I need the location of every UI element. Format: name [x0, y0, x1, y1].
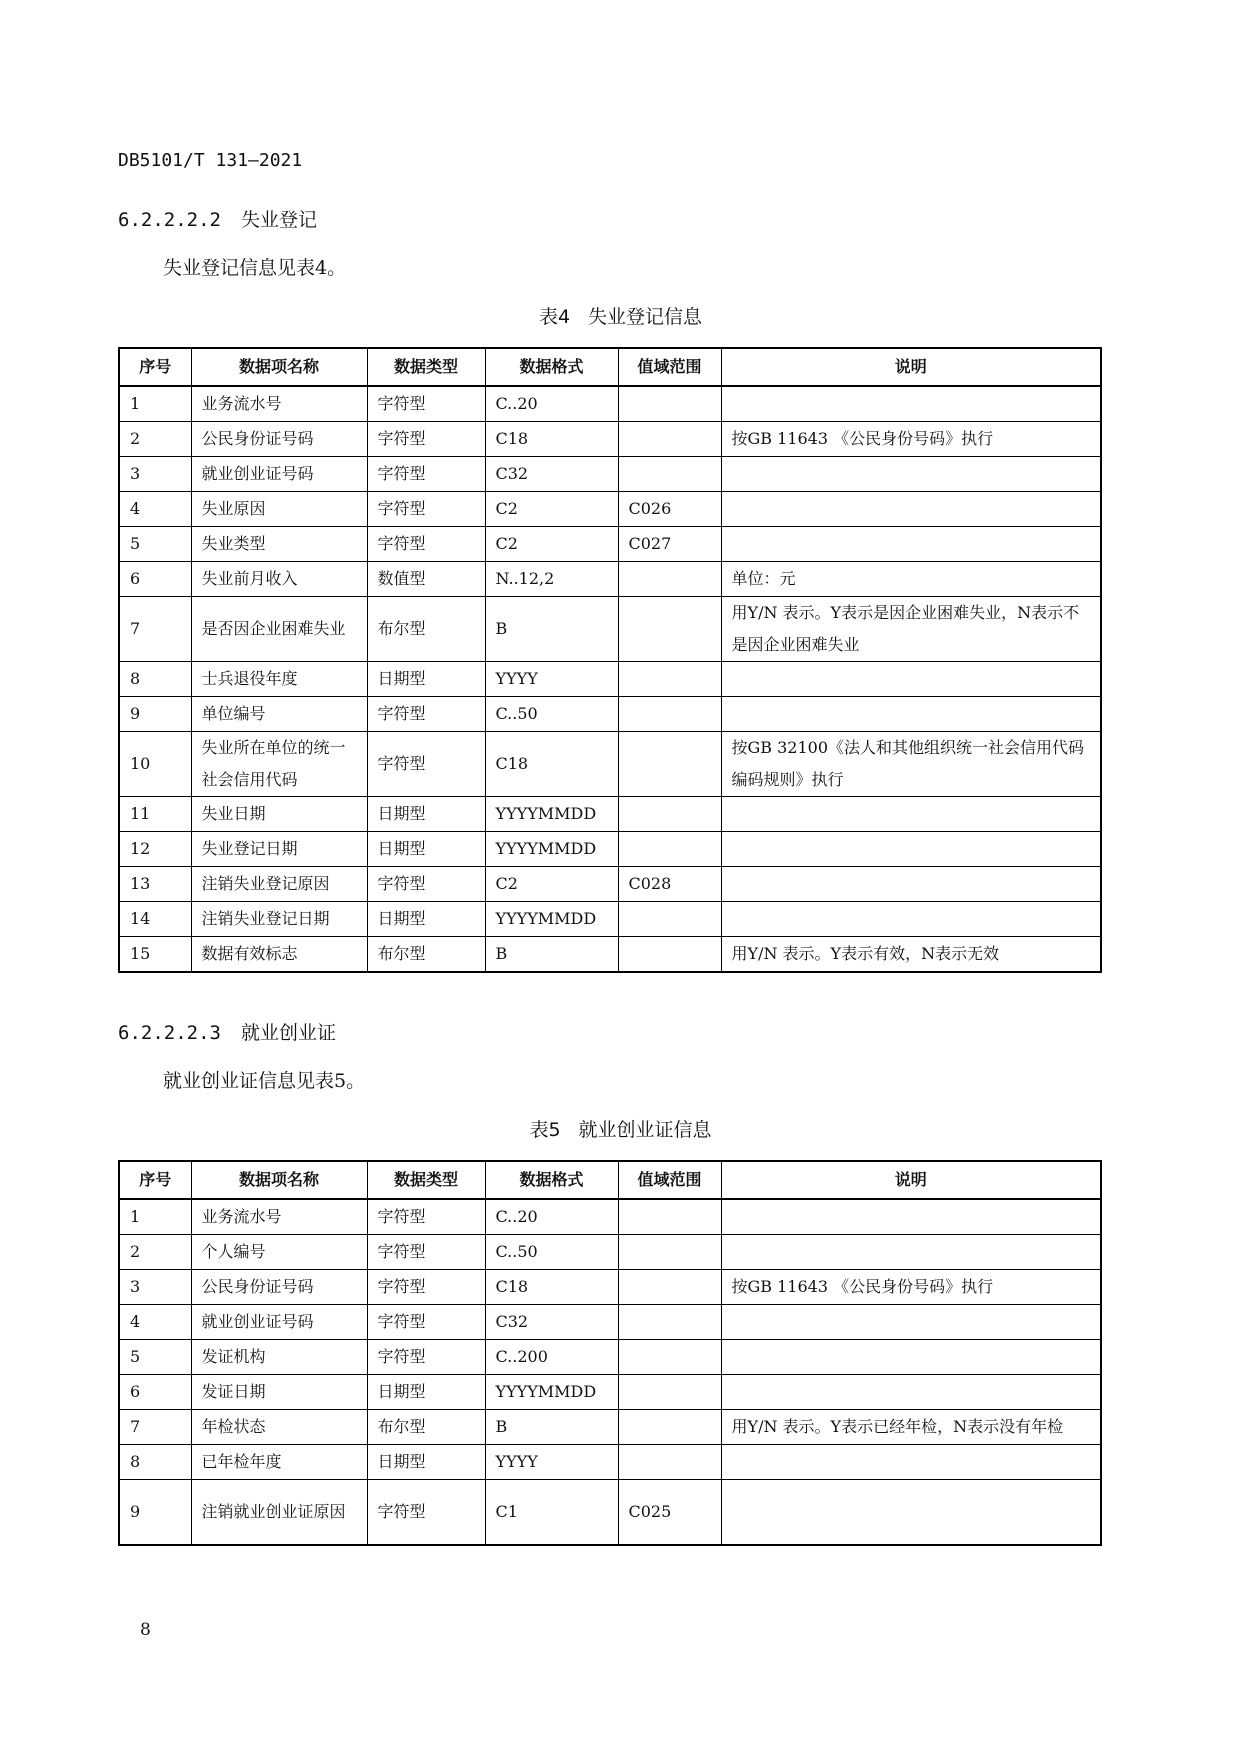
cell-item-name: 已年检年度	[191, 1445, 367, 1480]
cell-data-type: 日期型	[367, 1375, 485, 1410]
cell-data-format: YYYYMMDD	[485, 1375, 618, 1410]
table-row	[119, 1305, 1101, 1340]
table-title: 失业登记信息	[588, 306, 703, 328]
table-row	[119, 662, 1101, 697]
section-number: 6.2.2.2.2	[118, 209, 221, 231]
table-row	[119, 797, 1101, 832]
section-heading-unemployment	[118, 205, 317, 232]
cell-description: 单位：元	[721, 562, 1101, 597]
cell-seq: 11	[119, 797, 191, 832]
cell-description	[721, 1375, 1101, 1410]
document-code: DB5101/T 131—2021	[118, 150, 303, 171]
cell-data-format: C..200	[485, 1340, 618, 1375]
cell-value-range	[618, 1445, 721, 1480]
cell-item-name: 失业日期	[191, 797, 367, 832]
cell-value-range	[618, 422, 721, 457]
table-caption	[0, 1115, 1241, 1142]
cell-value-range	[618, 386, 721, 422]
section-number: 6.2.2.2.3	[118, 1022, 221, 1044]
cell-description	[721, 832, 1101, 867]
cell-item-name: 业务流水号	[191, 386, 367, 422]
cell-data-type: 布尔型	[367, 1410, 485, 1445]
table-row	[119, 1480, 1101, 1546]
cell-description: 按GB 11643 《公民身份号码》执行	[721, 1270, 1101, 1305]
cell-item-name: 士兵退役年度	[191, 662, 367, 697]
table-row	[119, 1270, 1101, 1305]
cell-seq: 1	[119, 1199, 191, 1235]
cell-description: 用Y/N 表示。Y表示有效，N表示无效	[721, 937, 1101, 973]
cell-item-name: 发证机构	[191, 1340, 367, 1375]
table-row	[119, 386, 1101, 422]
cell-data-type: 字符型	[367, 492, 485, 527]
cell-value-range	[618, 1375, 721, 1410]
cell-data-format: YYYYMMDD	[485, 797, 618, 832]
section-title: 就业创业证	[240, 1022, 336, 1044]
cell-data-type: 字符型	[367, 697, 485, 732]
cell-value-range	[618, 1410, 721, 1445]
table-row	[119, 697, 1101, 732]
table-row	[119, 1199, 1101, 1235]
section-heading-employment-card	[118, 1018, 336, 1045]
section-paragraph: 就业创业证信息见表5。	[163, 1070, 366, 1092]
cell-item-name: 就业创业证号码	[191, 1305, 367, 1340]
column-header-data-type: 数据类型	[367, 348, 485, 386]
table-row	[119, 937, 1101, 973]
cell-item-name: 注销失业登记日期	[191, 902, 367, 937]
cell-data-format: C18	[485, 422, 618, 457]
table-row	[119, 422, 1101, 457]
cell-data-type: 字符型	[367, 1199, 485, 1235]
table-header-row	[119, 1161, 1101, 1199]
table-caption	[0, 302, 1241, 329]
cell-item-name: 年检状态	[191, 1410, 367, 1445]
cell-item-name: 失业登记日期	[191, 832, 367, 867]
cell-data-type: 字符型	[367, 527, 485, 562]
column-header-seq: 序号	[119, 348, 191, 386]
cell-item-name: 注销就业创业证原因	[191, 1480, 367, 1546]
cell-data-type: 字符型	[367, 867, 485, 902]
cell-seq: 6	[119, 562, 191, 597]
cell-value-range: C027	[618, 527, 721, 562]
cell-seq: 3	[119, 1270, 191, 1305]
cell-description	[721, 1235, 1101, 1270]
cell-description	[721, 902, 1101, 937]
cell-seq: 4	[119, 492, 191, 527]
cell-data-type: 日期型	[367, 832, 485, 867]
cell-item-name: 注销失业登记原因	[191, 867, 367, 902]
table-number: 表4	[538, 306, 571, 328]
cell-value-range	[618, 562, 721, 597]
table-row	[119, 562, 1101, 597]
cell-data-type: 字符型	[367, 1270, 485, 1305]
cell-value-range	[618, 1199, 721, 1235]
table-header-row	[119, 348, 1101, 386]
cell-data-type: 字符型	[367, 1305, 485, 1340]
column-header-value-range: 值域范围	[618, 1161, 721, 1199]
cell-data-type: 数值型	[367, 562, 485, 597]
cell-item-name: 失业前月收入	[191, 562, 367, 597]
cell-description	[721, 1480, 1101, 1546]
table-row	[119, 1410, 1101, 1445]
cell-description	[721, 1340, 1101, 1375]
cell-item-name: 失业类型	[191, 527, 367, 562]
cell-data-format: C..50	[485, 1235, 618, 1270]
cell-item-name: 就业创业证号码	[191, 457, 367, 492]
cell-value-range	[618, 832, 721, 867]
cell-seq: 14	[119, 902, 191, 937]
table-row	[119, 1340, 1101, 1375]
cell-data-format: C18	[485, 1270, 618, 1305]
cell-seq: 8	[119, 1445, 191, 1480]
cell-description	[721, 386, 1101, 422]
cell-description	[721, 662, 1101, 697]
table-row	[119, 597, 1101, 662]
table-row	[119, 1235, 1101, 1270]
cell-seq: 12	[119, 832, 191, 867]
cell-data-type: 字符型	[367, 732, 485, 797]
table-row	[119, 732, 1101, 797]
cell-description	[721, 797, 1101, 832]
cell-item-name: 发证日期	[191, 1375, 367, 1410]
cell-seq: 15	[119, 937, 191, 973]
cell-description: 用Y/N 表示。Y表示是因企业困难失业，N表示不是因企业困难失业	[721, 597, 1101, 662]
cell-seq: 8	[119, 662, 191, 697]
cell-data-type: 日期型	[367, 662, 485, 697]
cell-description	[721, 527, 1101, 562]
cell-data-format: C32	[485, 1305, 618, 1340]
employment-card-table	[118, 1160, 1102, 1546]
cell-value-range	[618, 1235, 721, 1270]
cell-data-type: 日期型	[367, 902, 485, 937]
table-row	[119, 832, 1101, 867]
cell-description	[721, 1199, 1101, 1235]
cell-value-range	[618, 1305, 721, 1340]
cell-description	[721, 867, 1101, 902]
cell-value-range	[618, 697, 721, 732]
table-row	[119, 457, 1101, 492]
cell-data-type: 字符型	[367, 422, 485, 457]
cell-value-range	[618, 1340, 721, 1375]
cell-value-range	[618, 732, 721, 797]
table-row	[119, 1445, 1101, 1480]
cell-seq: 9	[119, 697, 191, 732]
cell-seq: 6	[119, 1375, 191, 1410]
table-row	[119, 492, 1101, 527]
cell-seq: 2	[119, 1235, 191, 1270]
cell-description	[721, 1445, 1101, 1480]
cell-description	[721, 1305, 1101, 1340]
cell-seq: 10	[119, 732, 191, 797]
unemployment-table	[118, 347, 1102, 973]
column-header-seq: 序号	[119, 1161, 191, 1199]
column-header-item-name: 数据项名称	[191, 348, 367, 386]
cell-item-name: 失业原因	[191, 492, 367, 527]
cell-seq: 13	[119, 867, 191, 902]
section-title: 失业登记	[240, 209, 317, 231]
cell-description: 按GB 32100《法人和其他组织统一社会信用代码编码规则》执行	[721, 732, 1101, 797]
cell-data-format: N..12,2	[485, 562, 618, 597]
cell-description: 按GB 11643 《公民身份号码》执行	[721, 422, 1101, 457]
cell-seq: 1	[119, 386, 191, 422]
cell-data-format: C2	[485, 867, 618, 902]
column-header-data-format: 数据格式	[485, 348, 618, 386]
cell-data-format: YYYY	[485, 1445, 618, 1480]
cell-data-format: YYYYMMDD	[485, 832, 618, 867]
cell-description	[721, 492, 1101, 527]
column-header-item-name: 数据项名称	[191, 1161, 367, 1199]
cell-data-type: 字符型	[367, 1340, 485, 1375]
cell-data-format: YYYYMMDD	[485, 902, 618, 937]
cell-seq: 7	[119, 597, 191, 662]
cell-item-name: 单位编号	[191, 697, 367, 732]
cell-data-type: 字符型	[367, 1235, 485, 1270]
cell-value-range	[618, 662, 721, 697]
cell-description	[721, 457, 1101, 492]
cell-seq: 5	[119, 1340, 191, 1375]
cell-value-range	[618, 937, 721, 973]
cell-data-format: C32	[485, 457, 618, 492]
cell-data-type: 字符型	[367, 457, 485, 492]
cell-value-range	[618, 902, 721, 937]
table-number: 表5	[529, 1119, 561, 1141]
column-header-description: 说明	[721, 1161, 1101, 1199]
cell-description: 用Y/N 表示。Y表示已经年检，N表示没有年检	[721, 1410, 1101, 1445]
cell-item-name: 公民身份证号码	[191, 422, 367, 457]
table-row	[119, 527, 1101, 562]
cell-item-name: 业务流水号	[191, 1199, 367, 1235]
table-title: 就业创业证信息	[578, 1119, 712, 1141]
page-number: 8	[140, 1620, 151, 1640]
cell-data-format: C..20	[485, 1199, 618, 1235]
cell-data-type: 日期型	[367, 1445, 485, 1480]
cell-value-range: C028	[618, 867, 721, 902]
cell-data-type: 字符型	[367, 1480, 485, 1546]
cell-data-format: C2	[485, 527, 618, 562]
cell-data-format: C2	[485, 492, 618, 527]
cell-data-type: 日期型	[367, 797, 485, 832]
cell-value-range	[618, 797, 721, 832]
cell-data-format: C..50	[485, 697, 618, 732]
cell-data-type: 布尔型	[367, 597, 485, 662]
cell-item-name: 失业所在单位的统一社会信用代码	[191, 732, 367, 797]
cell-value-range: C025	[618, 1480, 721, 1546]
table-row	[119, 902, 1101, 937]
cell-data-format: YYYY	[485, 662, 618, 697]
cell-data-format: C1	[485, 1480, 618, 1546]
cell-data-format: B	[485, 1410, 618, 1445]
cell-seq: 9	[119, 1480, 191, 1546]
cell-item-name: 是否因企业困难失业	[191, 597, 367, 662]
cell-item-name: 个人编号	[191, 1235, 367, 1270]
cell-value-range	[618, 1270, 721, 1305]
cell-item-name: 公民身份证号码	[191, 1270, 367, 1305]
cell-data-format: C18	[485, 732, 618, 797]
cell-data-format: B	[485, 937, 618, 973]
cell-seq: 4	[119, 1305, 191, 1340]
cell-seq: 3	[119, 457, 191, 492]
table-row	[119, 1375, 1101, 1410]
column-header-data-type: 数据类型	[367, 1161, 485, 1199]
cell-value-range	[618, 457, 721, 492]
column-header-value-range: 值域范围	[618, 348, 721, 386]
cell-seq: 5	[119, 527, 191, 562]
cell-value-range	[618, 597, 721, 662]
cell-data-format: B	[485, 597, 618, 662]
cell-seq: 2	[119, 422, 191, 457]
cell-value-range: C026	[618, 492, 721, 527]
cell-description	[721, 697, 1101, 732]
cell-data-format: C..20	[485, 386, 618, 422]
section-paragraph: 失业登记信息见表4。	[163, 257, 347, 279]
cell-item-name: 数据有效标志	[191, 937, 367, 973]
table-row	[119, 867, 1101, 902]
cell-seq: 7	[119, 1410, 191, 1445]
column-header-description: 说明	[721, 348, 1101, 386]
column-header-data-format: 数据格式	[485, 1161, 618, 1199]
cell-data-type: 字符型	[367, 386, 485, 422]
cell-data-type: 布尔型	[367, 937, 485, 973]
